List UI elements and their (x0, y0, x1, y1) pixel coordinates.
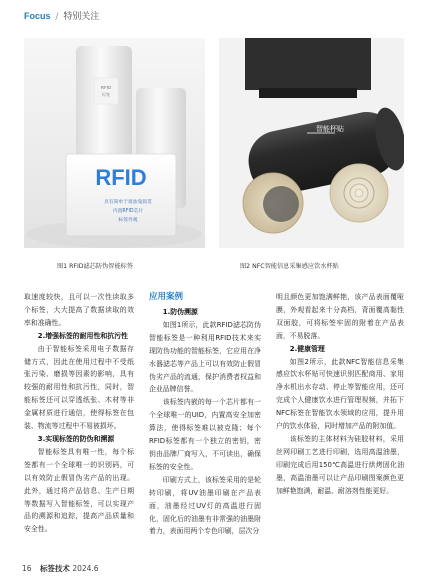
card-line-1: 具有简单于谁浊鬼损贯 (104, 200, 152, 205)
page-footer (22, 563, 99, 574)
header-section: Focus (24, 11, 51, 21)
col1-text: 由于智能标签采用电子数据存储方式，因此在使用过程中不受纸张污染、磨损等因素的影响，具有较强的耐用性和抗污性，同时，智能标签还可以穿透纸张、木材等非金属材质进行通信，使得标签在包装、物流等过程中不易被损坏。 (24, 344, 134, 431)
appliance-top (245, 38, 371, 90)
figure-1-caption: 图1 RFID滤芯防伪智能标签 (57, 263, 134, 270)
col3-text: 明且颜色更加饱满鲜艳，该产品表面覆哑膜，外观看起来十分高档，背面覆高黏性双面胶，可将标签牢固的附着在产品表面，不易脱落。 (276, 293, 404, 340)
page-number: 16 (22, 564, 32, 573)
figure-rfid-label-photo (24, 38, 205, 248)
magazine-name: 标签技术 (39, 564, 70, 573)
col2-heading-traceability: 1.防伪溯源 (162, 308, 198, 316)
col3-text: 如图2所示，此款NFC智能信息采集感应饮水杯贴可快速识别匹配商用、家用净水机出水存动、停止等智能应用，还可完成个人健康饮水进行管理视频，并拓下NFC标签在智能饮水领域的应用，提升用户的饮水体验，同时增加产品的附加值。 (276, 357, 404, 431)
col2-text: 如图1所示，此款RFID滤芯防伪智能标签是一种利用RFID技术来实现防伪功能的智能标签，它应用在净水器滤芯等产品上可以有效防止假冒伪劣产品的流通，保护消费者权益和企业品牌信誉。 (149, 320, 261, 394)
card-line-3: 标签外观 (118, 218, 138, 223)
rfid-label-illustration (24, 38, 205, 248)
nfc-sticker-disc-2 (330, 164, 388, 222)
text-column-1 (24, 291, 134, 536)
col1-text: 智能标签具有唯一性，每个标签都有一个全球唯一的识别码，可以有效防止假冒伪劣产品的出现。此外，通过将产品信息、生产日期等数据写入智能标签，可以实现产品的溯源和追踪，提高产品质量和安全性。 (24, 447, 134, 534)
card-line-2: 内置RFID芯片 (112, 209, 144, 214)
callout-label: 智能杯贴 (316, 125, 344, 133)
col1-text: 取速度较快，且可以一次性读取多个标签，大大提高了数据读取的效率和准确性。 (24, 293, 134, 327)
col3-heading-health: 2.健康管理 (289, 344, 325, 353)
rfid-card-title: RFID (95, 165, 147, 190)
small-sticker-line-2: 标签 (102, 92, 110, 97)
col1-heading-durability: 2.增强标签的耐用性和抗污性 (37, 331, 128, 340)
col1-heading-anticounterfeit: 3.实现标签的防伪和溯源 (37, 434, 115, 443)
figure-2-caption: 图2 NFC智能信息采集感应饮水杯贴 (240, 263, 339, 270)
running-header (24, 9, 99, 22)
small-sticker-line-1: RFID (100, 85, 112, 90)
figure-nfc-cup-sticker-photo (219, 38, 404, 248)
section-heading-cases: 应用案例 (149, 292, 184, 302)
nfc-sticker-illustration (219, 38, 404, 248)
col2-text: 该标签内嵌的每一个芯片都有一个全球唯一的UID，内置高安全加密算法，使得标签难以被克隆；每个RFID标签都有一个独立的密钥，密钥由品牌厂商写入，不可读出，确保标签的安全性。 (149, 398, 261, 471)
col2-text: 印刷方式上，该标签采用的是轮转印刷，将UV油墨印刷在产品表面，油墨经过UV灯的高温进行固化，固化后的油墨有非常强的油墨附着力，表面用两个专色印刷，层次分 (149, 475, 261, 536)
header-title: 特别关注 (63, 12, 100, 22)
text-column-3 (276, 291, 404, 498)
header-separator: / (55, 12, 59, 22)
col3-text: 该标签的主体材料为硅胶材料，采用丝网印刷工艺进行印刷，选用高温油墨，印刷完成后用150℃高温进行烘烤固化油墨，高温油墨可以让产品印刷图案颜色更加鲜艳饱满，耐温、耐溶剂性能更好。 (276, 434, 404, 495)
text-column-2 (149, 291, 261, 538)
issue-date: 2024.6 (72, 564, 99, 573)
small-rfid-sticker (94, 78, 118, 104)
